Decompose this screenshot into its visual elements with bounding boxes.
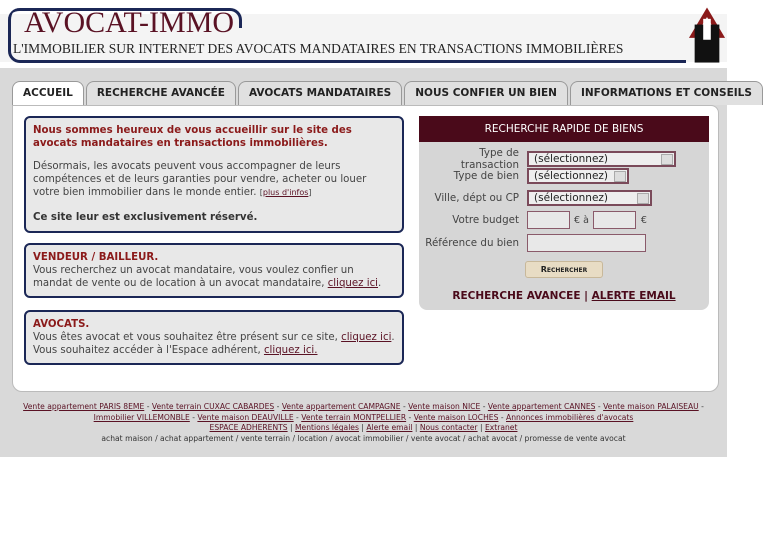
footer-link[interactable]: Vente maison NICE xyxy=(408,402,481,411)
house-logo-icon xyxy=(688,4,726,66)
ville-select[interactable]: (sélectionnez) xyxy=(527,190,652,206)
more-info-link[interactable]: plus d'infos xyxy=(262,188,309,197)
footer-link[interactable]: Vente appartement PARIS 8EME xyxy=(23,402,145,411)
welcome-body: Désormais, les avocats peuvent vous accompagner de leurs compétences et de leurs garanties pour vendre, acheter ou louer votre bien immobilier dans le monde entier. xyxy=(33,161,367,198)
budget-max-input[interactable] xyxy=(593,211,636,229)
budget-separator: € à xyxy=(574,214,589,226)
footer-link[interactable]: Vente appartement CANNES xyxy=(487,402,596,411)
reference-label: Référence du bien xyxy=(425,237,519,249)
transaction-label: Type de transaction xyxy=(460,147,519,171)
ville-label: Ville, dépt ou CP xyxy=(434,192,519,204)
tab-informations-conseils[interactable]: INFORMATIONS ET CONSEILS xyxy=(570,81,763,105)
avocats-heading: AVOCATS. xyxy=(33,319,90,330)
vendeur-heading: VENDEUR / BAILLEUR. xyxy=(33,252,159,263)
advanced-search-link[interactable]: RECHERCHE AVANCEE xyxy=(452,290,581,302)
footer-link[interactable]: Nous contacter xyxy=(419,423,478,433)
search-button[interactable]: Rechercher xyxy=(525,261,603,278)
quick-search-title: RECHERCHE RAPIDE DE BIENS xyxy=(419,116,709,142)
welcome-heading: Nous sommes heureux de vous accueillir sur le site des avocats mandataires en transactions immobilières. xyxy=(33,125,352,149)
avocats-link-2[interactable]: cliquez ici. xyxy=(263,345,318,356)
footer-keywords: achat maison / achat appartement / vente terrain / location / avocat immobilier / vente avocat / achat avocat / promesse de vente avocat xyxy=(101,434,626,444)
tab-accueil[interactable]: ACCUEIL xyxy=(12,81,84,105)
footer-links-row-2: Immobilier VILLEMONBLE - Vente maison DEAUVILLE - Vente terrain MONTPELLIER - Vente maison LOCHES - Annonces immobilières d'avocats xyxy=(93,412,634,422)
footer-link[interactable]: Vente maison DEAUVILLE xyxy=(197,412,294,422)
footer-link[interactable]: Vente terrain CUXAC CABARDES xyxy=(151,402,275,411)
vendeur-body: Vous recherchez un avocat mandataire, vous voulez confier un mandat de vente ou de location à un avocat mandataire, xyxy=(33,265,354,289)
tab-recherche-avancee[interactable]: RECHERCHE AVANCÉE xyxy=(86,81,236,105)
footer-link[interactable]: Mentions légales xyxy=(294,423,359,433)
footer-link[interactable]: ESPACE ADHERENTS xyxy=(209,423,288,433)
footer-links-row-3: ESPACE ADHERENTS | Mentions légales | Alerte email | Nous contacter | Extranet xyxy=(209,423,518,433)
vendeur-box: VENDEUR / BAILLEUR. Vous recherchez un avocat mandataire, vous voulez confier un mandat de vente ou de location à un avocat mandataire, cliquez ici. xyxy=(24,243,404,298)
bien-label: Type de bien xyxy=(453,170,519,182)
reference-input[interactable] xyxy=(527,234,646,252)
bien-select[interactable]: (sélectionnez) xyxy=(527,168,629,184)
chevron-down-icon xyxy=(637,193,649,204)
main-panel xyxy=(12,105,719,392)
footer-link[interactable]: Vente maison PALAISEAU xyxy=(603,402,699,411)
main-nav-tabs xyxy=(12,81,765,105)
footer-links-row-1: Vente appartement PARIS 8EME - Vente terrain CUXAC CABARDES - Vente appartement CAMPAGNE - Vente maison NICE - Vente appartement CANNES - Vente maison PALAISEAU - xyxy=(23,402,704,411)
avocats-body-1: Vous êtes avocat et vous souhaitez être présent sur ce site, xyxy=(33,332,338,343)
tab-avocats-mandataires[interactable]: AVOCATS MANDATAIRES xyxy=(238,81,402,105)
welcome-box: Nous sommes heureux de vous accueillir sur le site des avocats mandataires en transactions immobilières. Désormais, les avocats peuvent vous accompagner de leurs compétences et de leurs garanties pour vendre, acheter ou louer votre bien immobilier dans le monde entier. [plus d'infos] Ce site leur est exclusivement réservé. xyxy=(24,116,404,233)
footer-link[interactable]: Vente terrain MONTPELLIER xyxy=(301,412,407,422)
budget-min-input[interactable] xyxy=(527,211,570,229)
footer-link[interactable]: Annonces immobilières d'avocats xyxy=(506,412,634,422)
chevron-down-icon xyxy=(614,171,626,182)
footer xyxy=(0,402,727,445)
avocats-body-2: Vous souhaitez accéder à l'Espace adhérent, xyxy=(33,345,261,356)
email-alert-link[interactable]: ALERTE EMAIL xyxy=(591,290,676,302)
quick-search-panel: RECHERCHE RAPIDE DE BIENS Type de transaction (sélectionnez) Type de bien (sélectionnez) Ville, dépt ou CP (sélectionnez) Votre budget € à € Référence du bien Rechercher RECHERCHE AVANCEE | ALERTE EMAIL xyxy=(419,116,709,310)
vendeur-link[interactable]: cliquez ici xyxy=(327,278,379,289)
exclusive-note: Ce site leur est exclusivement réservé. xyxy=(33,212,258,223)
site-subtitle: L'IMMOBILIER SUR INTERNET DES AVOCATS MANDATAIRES EN TRANSACTIONS IMMOBILIÈRES xyxy=(13,41,624,56)
transaction-select[interactable]: (sélectionnez) xyxy=(527,151,676,167)
tab-nous-confier-un-bien[interactable]: NOUS CONFIER UN BIEN xyxy=(404,81,568,105)
footer-link[interactable]: Vente maison LOCHES xyxy=(413,412,499,422)
site-title[interactable]: AVOCAT-IMMO xyxy=(24,6,235,39)
footer-link[interactable]: Vente appartement CAMPAGNE xyxy=(281,402,401,411)
chevron-down-icon xyxy=(661,154,673,165)
budget-label: Votre budget xyxy=(452,214,519,226)
footer-link[interactable]: Immobilier VILLEMONBLE xyxy=(93,412,190,422)
avocats-box: AVOCATS. Vous êtes avocat et vous souhaitez être présent sur ce site, cliquez ici. Vous souhaitez accéder à l'Espace adhérent, cliquez ici. xyxy=(24,310,404,365)
footer-link[interactable]: Extranet xyxy=(484,423,518,433)
footer-link[interactable]: Alerte email xyxy=(366,423,413,433)
avocats-link-1[interactable]: cliquez ici xyxy=(341,332,392,343)
budget-unit: € xyxy=(640,214,647,226)
